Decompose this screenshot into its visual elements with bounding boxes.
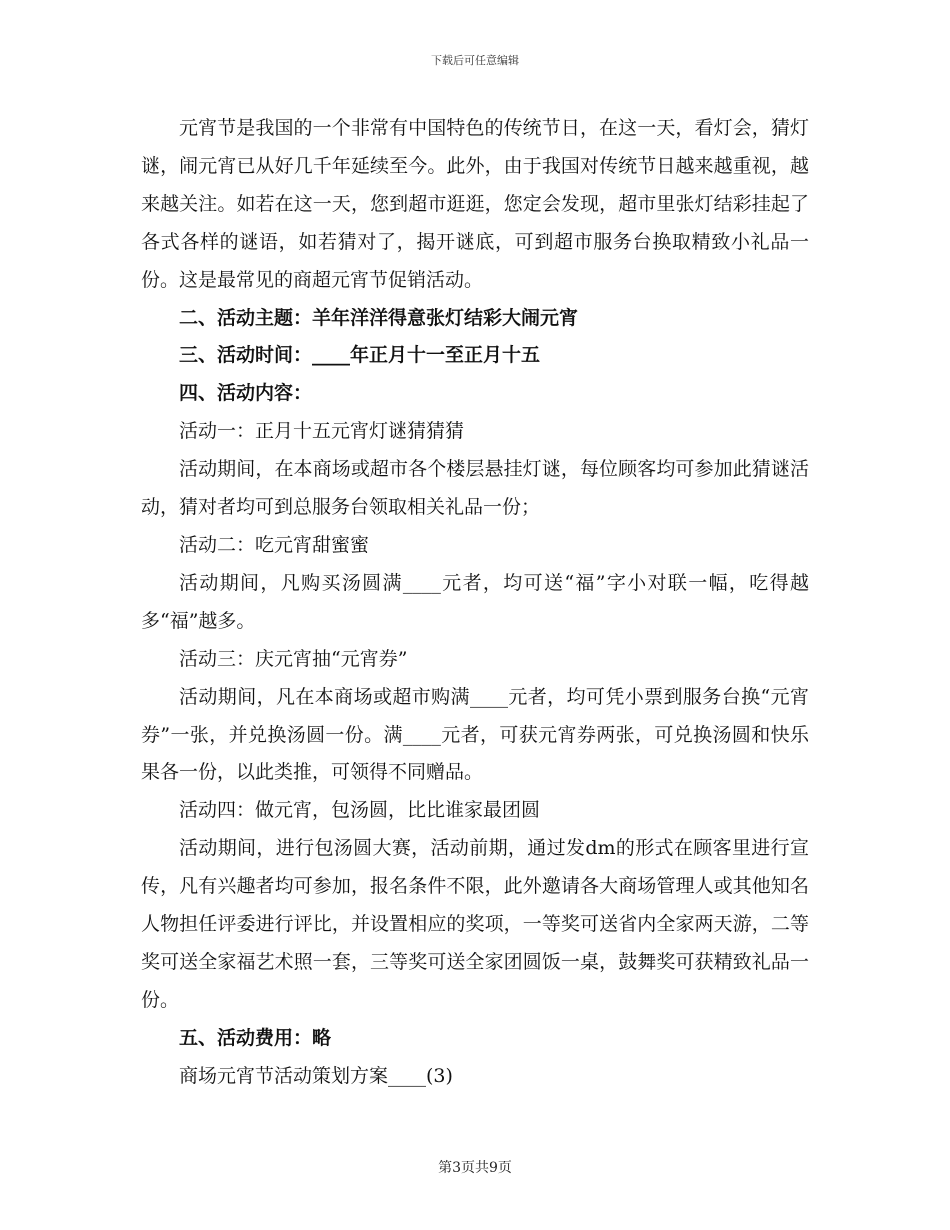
body-paragraph: 活动二：吃元宵甜蜜蜜 — [179, 533, 370, 556]
body-paragraph: 商场元宵节活动策划方案____(3) — [179, 1064, 453, 1087]
body-paragraph: 活动期间，在本商场或超市各个楼层悬挂灯谜，每位顾客均可参加此猜谜活动，猜对者均可到总服务台领取相关礼品一份； — [141, 458, 809, 519]
body-paragraph: 活动四：做元宵，包汤圆，比比谁家最团圆 — [179, 799, 541, 822]
document-body — [141, 110, 809, 1096]
body-paragraph: 活动期间，进行包汤圆大赛，活动前期，通过发dm的形式在顾客里进行宣传，凡有兴趣者均可参加，报名条件不限，此外邀请各大商场管理人或其他知名人物担任评委进行评比，并设置相应的奖项，一等奖可送省内全家两天游，二等奖可送全家福艺术照一套，三等奖可送全家团圆饭一桌，鼓舞奖可获精致礼品一份。 — [141, 837, 809, 1011]
section-heading: 四、活动内容： — [179, 382, 313, 405]
section-heading: 五、活动费用：略 — [179, 1026, 332, 1049]
page-footer: 第3页共9页 — [438, 1160, 512, 1176]
body-paragraph: 活动一：正月十五元宵灯谜猜猜猜 — [179, 420, 465, 443]
body-paragraph: 活动期间，凡购买汤圆满____元者，均可送“福”字小对联一幅，吃得越多“福”越多。 — [141, 571, 809, 632]
page-header: 下载后可任意编辑 — [431, 54, 519, 67]
section-heading: 二、活动主题：羊年洋洋得意张灯结彩大闹元宵 — [179, 306, 579, 329]
body-paragraph: 元宵节是我国的一个非常有中国特色的传统节日，在这一天，看灯会，猜灯谜，闹元宵已从好几千年延续至今。此外，由于我国对传统节日越来越重视，越来越关注。如若在这一天，您到超市逛逛，您定会发现，超市里张灯结彩挂起了各式各样的谜语，如若猜对了，揭开谜底，可到超市服务台换取精致小礼品一份。这是最常见的商超元宵节促销活动。 — [141, 117, 809, 291]
body-paragraph: 活动三：庆元宵抽“元宵券” — [179, 647, 408, 670]
section-heading: 三、活动时间：____年正月十一至正月十五 — [179, 344, 541, 367]
body-paragraph: 活动期间，凡在本商场或超市购满____元者，均可凭小票到服务台换“元宵券”一张，并兑换汤圆一份。满____元者，可获元宵券两张，可兑换汤圆和快乐果各一份，以此类推，可领得不同赠品。 — [141, 685, 809, 784]
